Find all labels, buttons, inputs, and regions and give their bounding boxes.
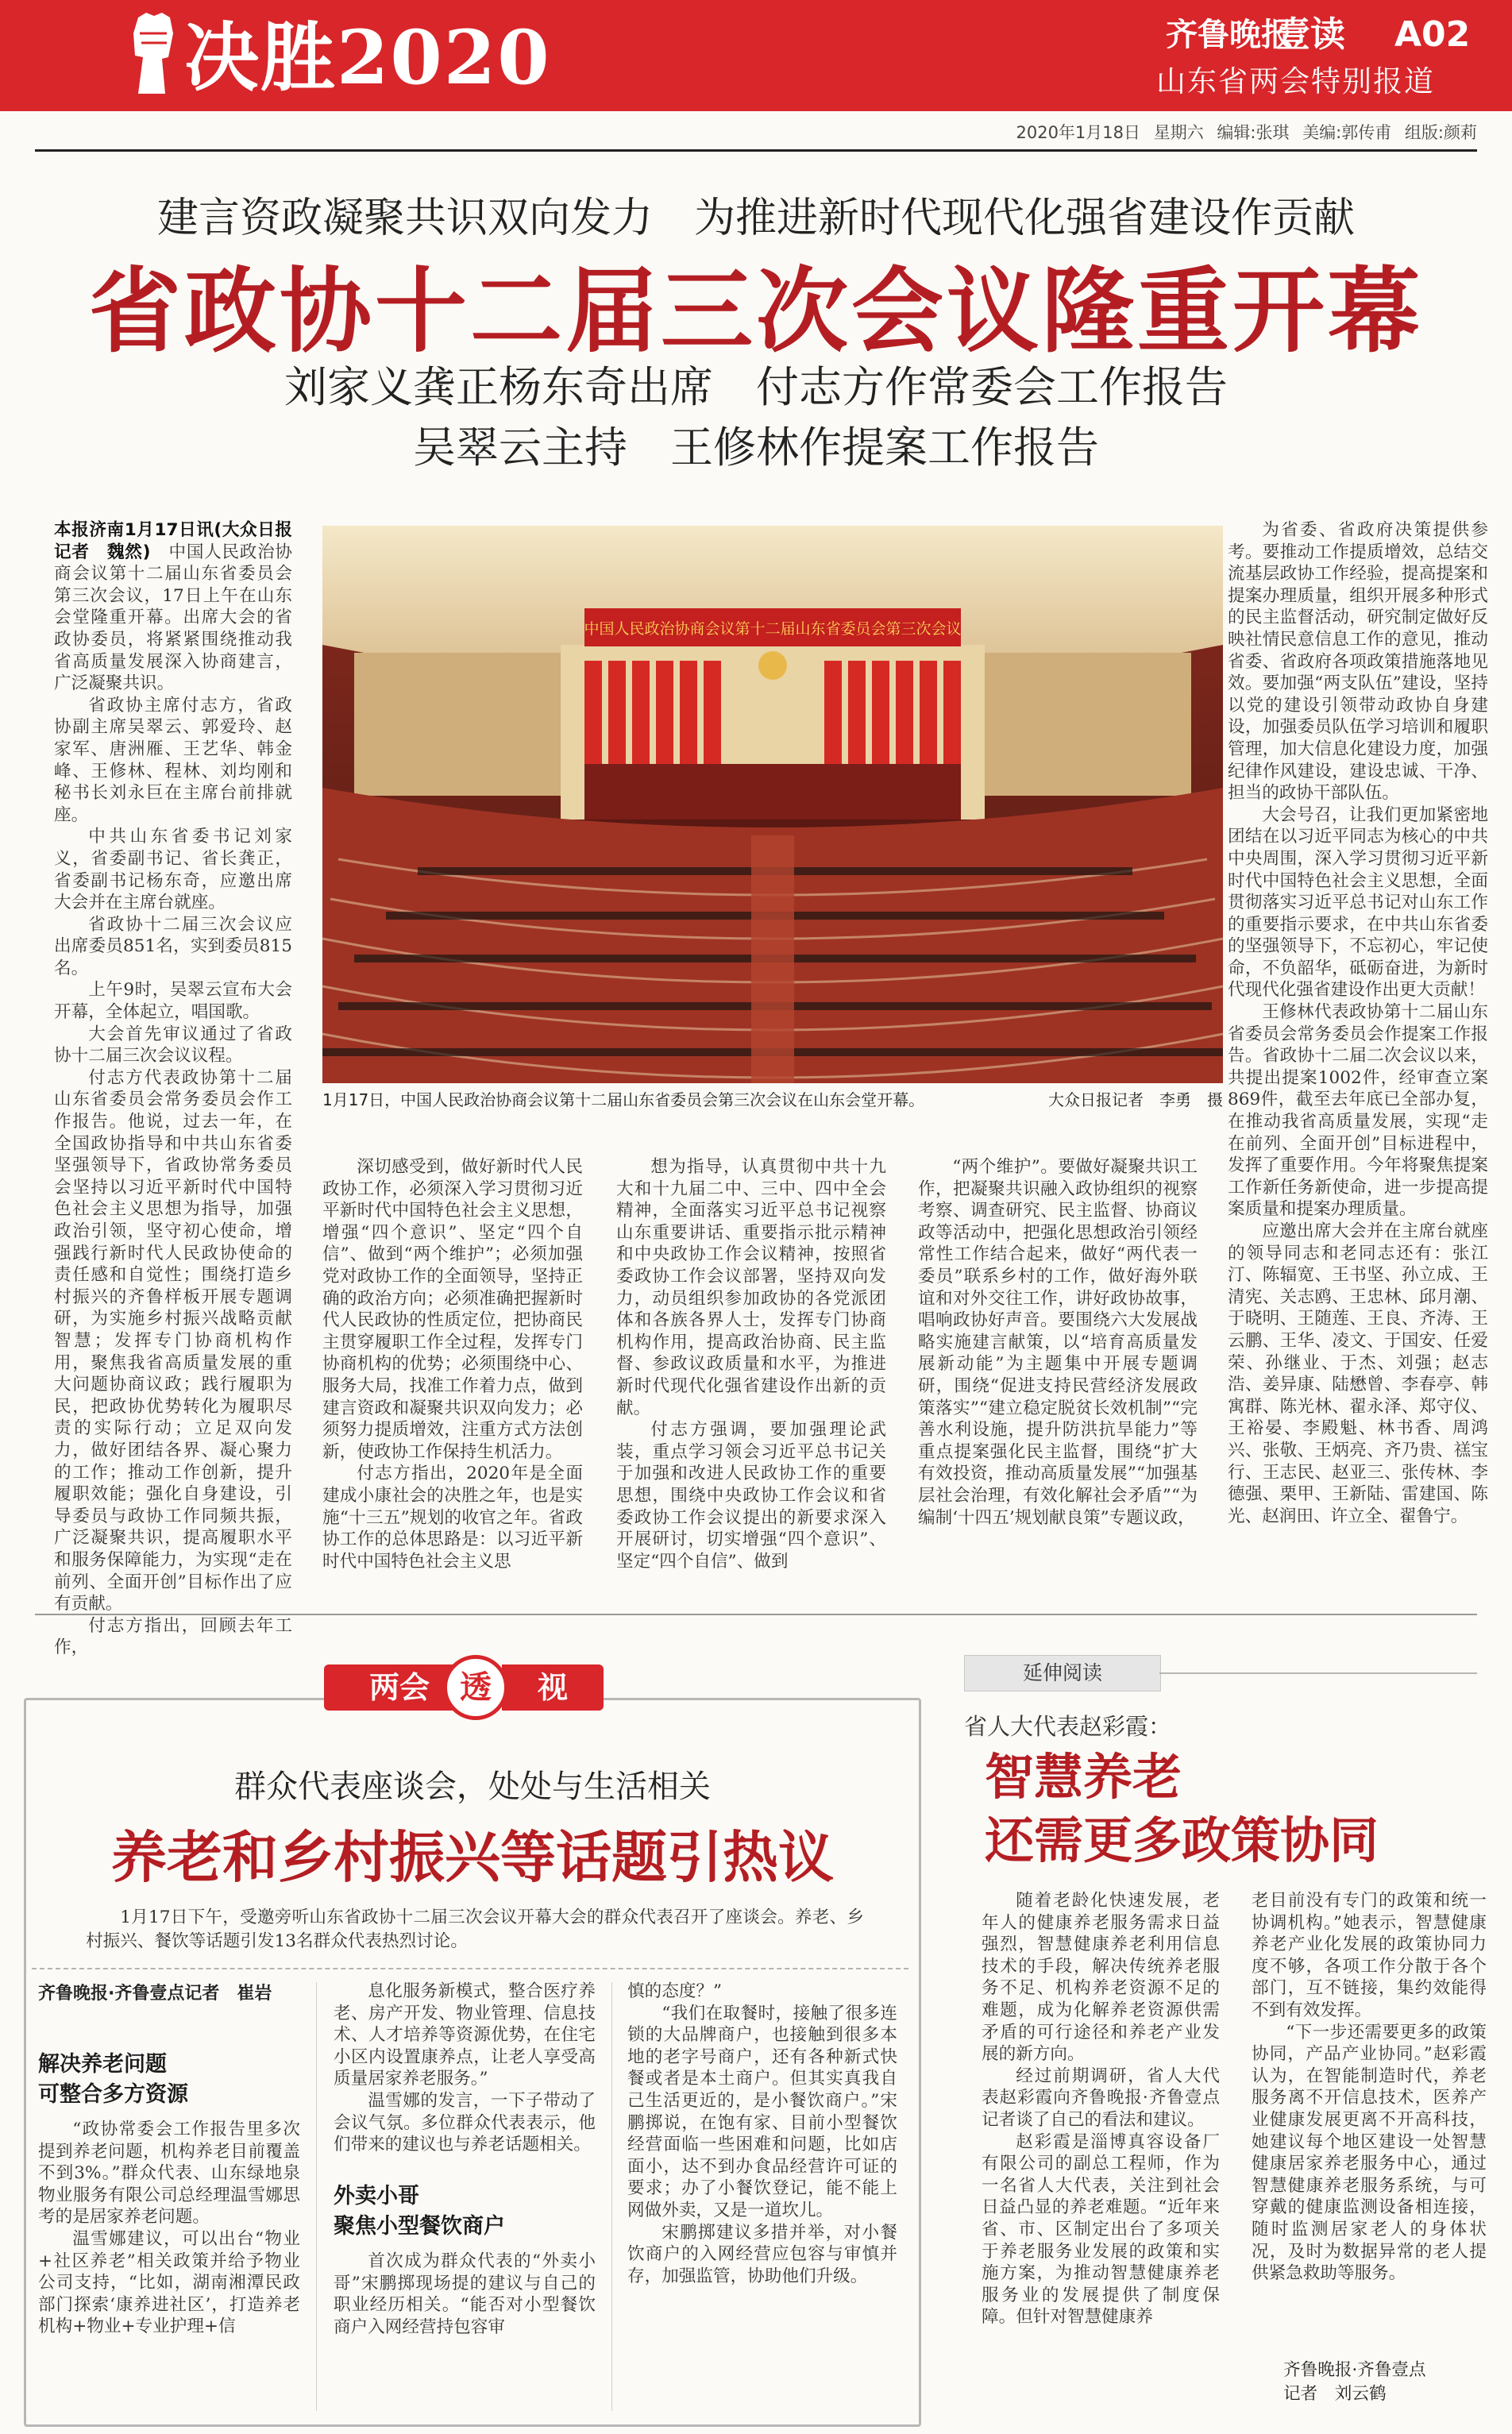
- issue-date: 2020年1月18日: [1016, 123, 1141, 142]
- lead-column-5: [1228, 519, 1488, 1599]
- feature-lead: 1月17日下午，受邀旁听山东省政协十二届三次会议开幕大会的群众代表召开了座谈会。养老、乡村振兴、餐饮等话题引发13名群众代表热烈讨论。: [86, 1907, 864, 1951]
- extension-byline-line-1: 齐鲁晚报·齐鲁壹点: [1283, 2360, 1426, 2380]
- lead-paragraph: 中共山东省委书记刘家义，省委副书记、省长龚正，省委副书记杨东奇，应邀出席大会并在主席台就座。: [54, 827, 292, 913]
- column-rule: [316, 1982, 317, 2411]
- masthead-title: 决胜2020: [184, 14, 551, 102]
- feature-byline: 齐鲁晚报·齐鲁壹点记者 崔岩: [38, 1984, 272, 2004]
- feature-paragraph: 息化服务新模式，整合医疗养老、房产开发、物业管理、信息技术、人才培养等资源优势，在住宅小区内设置康养点，让老人享受高质量居家养老服务。”: [334, 1981, 596, 2089]
- feature-subhead-1b: 可整合多方资源: [38, 2082, 188, 2107]
- feature-column-2: [334, 1981, 596, 2168]
- extension-paragraph: 随着老龄化快速发展，老年人的健康养老服务需求日益强烈，智慧健康养老利用信息技术的手段，解决传统养老服务不足、机构养老资源不足的难题，成为化解养老资源供需矛盾的可行途径和养老产业发展的新方向。: [982, 1891, 1220, 2065]
- lead-paragraph: 大会首先审议通过了省政协十二届三次会议议程。: [54, 1024, 292, 1067]
- lead-paragraph: 中国人民政治协商会议第十二届山东省委员会第三次会议，17日上午在山东会堂隆重开幕。出席大会的省政协委员，将紧紧围绕推动我省高质量发展深入协商建言，广泛凝聚共识。: [54, 542, 292, 694]
- extended-reading-rule: [1159, 1672, 1477, 1674]
- extended-reading-tag: 延伸阅读: [964, 1655, 1161, 1691]
- lead-paragraph: 为省委、省政府决策提供参考。要推动工作提质增效，总结交流基层政协工作经验，提高提案和提案办理质量，组织开展多种形式的民主监督活动，研究制定做好反映社情民意信息工作的意见，推动省委、省政府各项政策措施落地见效。要加强“两支队伍”建设，坚持以党的建设引领带动政协自身建设，加强委员队伍学习培训和履职管理，加大信息化建设力度，加强纪律作风建设，建设忠诚、干净、担当的政协干部队伍。: [1228, 520, 1488, 804]
- extension-byline: [1283, 2359, 1474, 2406]
- top-divider: [35, 149, 1477, 152]
- newspaper-name: 齐鲁晚报: [1166, 16, 1293, 53]
- feature-paragraph: 宋鹏掷建议多措并举，对小餐饮商户的入网经营应包容与审慎并存，加强监管，协助他们升级。: [627, 2222, 897, 2286]
- extension-pre-title: 省人大代表赵彩霞：: [964, 1713, 1172, 1740]
- feature-paragraph: “政协常委会工作报告里多次提到养老问题，机构养老目前覆盖不到3%。”群众代表、山东绿地泉物业服务有限公司总经理温雪娜思考的是居家养老问题。: [38, 2120, 300, 2228]
- lead-paragraph: 深切感受到，做好新时代人民政协工作，必须深入学习贯彻习近平新时代中国特色社会主义思想，增强“四个意识”、坚定“四个自信”、做到“两个维护”；必须加强党对政协工作的全面领导，坚持正确的政治方向；必须准确把握新时代人民政协的性质定位，把协商民主贯穿履职工作全过程，发挥专门协商机构的优势；必须围绕中心、服务大局，找准工作着力点，做到建言资政和凝聚共识双向发力；必须努力提质增效，注重方式方法创新，使政协工作保持生机活力。: [322, 1157, 583, 1462]
- raised-fist-icon: [127, 10, 178, 97]
- lead-column-4: [918, 1156, 1198, 1599]
- lead-paragraph: 省政协主席付志方，省政协副主席吴翠云、郭爱玲、赵家军、唐洲雁、王艺华、韩金峰、王修林、程林、刘均刚和秘书长刘永巨在主席台前排就座。: [54, 695, 292, 825]
- lead-paragraph: 省政协十二届三次会议应出席委员851名，实到委员815名。: [54, 914, 292, 978]
- feature-paragraph: “我们在取餐时，接触了很多连锁的大品牌商户，也接触到很多本地的老字号商户，还有各种新式快餐或者是本土商户。但其实真我自己生活更近的，是小餐饮商户。”宋鹏掷说，在饱有家、目前小型餐饮经营面临一些困难和问题，比如店面小，达不到办食品经营许可证的要求；办了小餐饮登记，能不能上网做外卖，又是一道坎儿。: [627, 2003, 897, 2220]
- lead-sub-title-1: 刘家义龚正杨东奇出席 付志方作常委会工作报告: [284, 362, 1228, 412]
- feature-dashed-divider: [32, 1968, 908, 1969]
- lead-paragraph: 付志方指出，2020年是全面建成小康社会的决胜之年，也是实施“十三五”规划的收官之年。省政协工作的总体思路是：以习近平新时代中国特色社会主义思: [322, 1464, 583, 1572]
- section-badge: [324, 1655, 604, 1720]
- feature-subhead-2b: 聚焦小型餐饮商户: [334, 2214, 505, 2239]
- conference-photo: [322, 526, 1223, 1083]
- extension-title-1: 智慧养老: [985, 1748, 1182, 1806]
- feature-paragraph: 首次成为群众代表的“外卖小哥”宋鹏掷现场提的建议与自己的职业经历相关。“能否对小型餐饮商户入网经营持包容审: [334, 2251, 596, 2337]
- extension-paragraph: 赵彩霞是淄博真容设备厂有限公司的副总工程师，作为一名省人大代表，关注到社会日益凸显的养老难题。“近年来省、市、区制定出台了多项关于养老服务业发展的政策和实施方案，为推动智慧健康养老服务业的发展提供了制度保障。但针对智慧健康养: [982, 2131, 1220, 2328]
- special-report-label: 山东省两会特别报道: [1156, 64, 1435, 98]
- feature-column-2b: [334, 2251, 596, 2413]
- feature-pre-title: 群众代表座谈会，处处与生活相关: [234, 1769, 711, 1805]
- lead-column-2: [322, 1156, 583, 1599]
- photo-credit: 大众日报记者 李勇 摄: [1048, 1090, 1223, 1109]
- badge-left: 两会: [324, 1664, 475, 1711]
- lead-dateline-paragraph: [54, 519, 292, 695]
- conference-hall-image: [322, 526, 1223, 1083]
- badge-mid: 透: [443, 1655, 508, 1720]
- lead-paragraph: 大会号召，让我们更加紧密地团结在以习近平同志为核心的中共中央周围，深入学习贯彻习近平新时代中国特色社会主义思想，全面贯彻落实习近平总书记对山东工作的重要指示要求，在中共山东省委的坚强领导下，不忘初心，牢记使命，不负韶华，砥砺奋进，为新时代现代化强省建设作出更大贡献！: [1228, 804, 1488, 1001]
- feature-column-1: [38, 2119, 300, 2413]
- lead-paragraph: 付志方代表政协第十二届山东省委员会常务委员会作工作报告。他说，过去一年，在全国政协指导和中共山东省委坚强领导下，省政协常务委员会坚持以习近平新时代中国特色社会主义思想为指导，加强政治引领，坚守初心使命，增强践行新时代人民政协使命的责任感和自觉性；围绕打造乡村振兴的齐鲁样板开展专题调研，为实施乡村振兴战略贡献智慧；发挥专门协商机构作用，聚焦我省高质量发展的重大问题协商议政；践行履职为民，把政协优势转化为履职尽责的实际行动；立足双向发力，做好团结各界、凝心聚力的工作；推动工作创新，提升履职效能；强化自身建设，引导委员与政协工作同频共振，广泛凝聚共识，提高履职水平和服务保障能力，为实现“走在前列、全面开创”目标作出了应有贡献。: [54, 1067, 292, 1614]
- editor-credit: 编辑:张琪: [1217, 123, 1290, 142]
- extension-column-2: [1252, 1890, 1487, 2351]
- lead-sub-title-2: 吴翠云主持 王修林作提案工作报告: [413, 422, 1099, 473]
- layout-credit: 组版:颜莉: [1404, 123, 1477, 142]
- lead-paragraph: 王修林代表政协第十二届山东省委员会常务委员会作提案工作报告。省政协十二届二次会议以来，共提出提案1002件，经审查立案869件，截至去年底已全部办复，在推动我省高质量发展，实现“走在前列、全面开创”目标进程中，发挥了重要作用。今年将聚焦提案工作新任务新使命，进一步提高提案质量和提案办理质量。: [1228, 1002, 1488, 1220]
- page-number: A02: [1394, 14, 1471, 55]
- feature-subhead-2a: 外卖小哥: [334, 2184, 419, 2208]
- lead-paragraph: 付志方指出，回顾去年工作，: [54, 1615, 292, 1658]
- feature-paragraph: 温雪娜的发言，一下子带动了会议气氛。多位群众代表表示，他们带来的建议也与养老话题相关。: [334, 2090, 596, 2155]
- feature-column-3: [627, 1981, 897, 2413]
- extension-paragraph: “下一步还需要更多的政策协同，产品产业协同。”赵彩霞认为，在智能制造时代，养老服务离不开信息技术，医养产业健康发展更离不开高科技，她建议每个地区建设一处智慧健康居家养老服务中心，通过智慧健康养老服务系统，与可穿戴的健康监测设备相连接，随时监测居家老人的身体状况，及时为数据异常的老人提供紧急救助等服务。: [1252, 2022, 1487, 2284]
- extension-title-2: 还需更多政策协同: [985, 1811, 1379, 1869]
- edition-label: 壹读: [1275, 14, 1345, 55]
- lead-paragraph: 应邀出席大会并在主席台就座的领导同志和老同志还有：张江汀、陈辐宽、王书坚、孙立成、王清宪、关志鸥、王忠林、邱月潮、于晓明、王随莲、王良、齐涛、王云鹏、王华、凌文、于国安、任爱荣、孙继业、于杰、刘强；赵志浩、姜异康、陆懋曾、李春亭、韩寓群、陈光林、翟永泽、郑守仪、王裕晏、李殿魁、林书香、周鸿兴、张敬、王炳亮、齐乃贵、禚宝行、王志民、赵亚三、张传林、李德强、栗甲、王新陆、雷建国、陈光、赵润田、许立全、翟鲁宁。: [1228, 1221, 1488, 1526]
- feature-paragraph: 慎的态度？”: [627, 1981, 723, 2001]
- lead-paragraph: 付志方强调，要加强理论武装，重点学习领会习近平总书记关于加强和改进人民政协工作的重要思想，围绕中央政协工作会议和省委政协工作会议提出的新要求深入开展研讨，切实增强“四个意识”、坚定“四个自信”、做到: [616, 1420, 886, 1572]
- issue-weekday: 星期六: [1153, 123, 1204, 142]
- column-rule: [611, 1982, 612, 2411]
- photo-caption-text: 1月17日，中国人民政治协商会议第十二届山东省委员会第三次会议在山东会堂开幕。: [322, 1090, 925, 1109]
- designer-credit: 美编:郭传甫: [1302, 123, 1392, 142]
- lead-column-3: [616, 1156, 886, 1599]
- lead-column-1: [54, 519, 292, 1658]
- photo-banner-text: 中国人民政治协商会议第十二届山东省委员会第三次会议: [584, 620, 962, 638]
- lead-main-title: 省政协十二届三次会议隆重开幕: [89, 258, 1423, 365]
- badge-right: 视: [502, 1664, 604, 1711]
- lead-paragraph: 上午9时，吴翠云宣布大会开幕，全体起立，唱国歌。: [54, 980, 292, 1023]
- lead-dateline: 本报济南1月17日讯(大众日报记者 魏然): [54, 520, 292, 562]
- extension-paragraph: 经过前期调研，省人大代表赵彩霞向齐鲁晚报·齐鲁壹点记者谈了自己的看法和建议。: [982, 2066, 1220, 2130]
- lead-paragraph: 想为指导，认真贯彻中共十九大和十九届二中、三中、四中全会精神，全面落实习近平总书记视察山东重要讲话、重要指示批示精神和中央政协工作会议精神，按照省委政协工作会议部署，坚持双向发力，动员组织参加政协的各党派团体和各族各界人士，发挥专门协商机构作用，提高政治协商、民主监督、参政议政质量和水平，为推进新时代现代化强省建设作出新的贡献。: [616, 1157, 886, 1418]
- extension-column-1: [982, 1890, 1220, 2414]
- meta-line: [953, 121, 1477, 145]
- extension-paragraph: 老目前没有专门的政策和统一协调机构。”她表示，智慧健康养老产业化发展的政策协同力度不够，各项工作分散于各个部门，互不链接，集约效能得不到有效发挥。: [1252, 1891, 1487, 2020]
- lead-paragraph: “两个维护”。要做好凝聚共识工作，把凝聚共识融入政协组织的视察考察、调查研究、民主监督、协商议政等活动中，把强化思想政治引领经常性工作结合起来，做好“两代表一委员”联系乡村的工作，做好海外联谊和对外交往工作，讲好政协故事，唱响政协好声音。要围绕六大发展战略实施建言献策，以“培育高质量发展新动能”为主题集中开展专题调研，围绕“促进支持民营经济发展政策落实”“建立稳定脱贫长效机制”“完善水利设施，提升防洪抗旱能力”等重点提案强化民主监督，围绕“扩大有效投资，推动高质量发展”“加强基层社会治理，有效化解社会矛盾”“为编制‘十四五’规划献良策”专题议政，: [918, 1157, 1198, 1528]
- feature-title: 养老和乡村振兴等话题引热议: [111, 1825, 834, 1890]
- section-divider: [35, 1614, 1477, 1615]
- photo-caption: [322, 1088, 1223, 1112]
- feature-paragraph: 温雪娜建议，可以出台“物业+社区养老”相关政策并给予物业公司支持，“比如，湖南湘潭民政部门探索‘康养进社区’，打造养老机构+物业+专业护理+信: [38, 2228, 300, 2337]
- extension-byline-line-2: 记者 刘云鹤: [1283, 2384, 1387, 2404]
- lead-pre-title: 建言资政凝聚共识双向发力 为推进新时代现代化强省建设作贡献: [156, 195, 1355, 242]
- feature-subhead-1a: 解决养老问题: [38, 2052, 167, 2077]
